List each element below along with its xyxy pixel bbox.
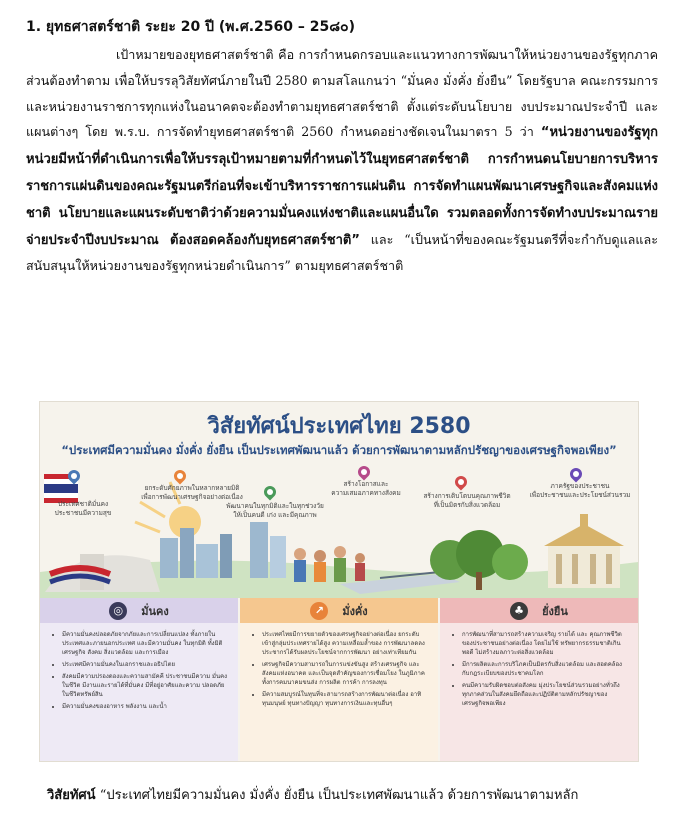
list-item: • มีการผลิตและการบริโภคเป็นมิตรกับสิ่งแวดล้อม และสอดคล้องกับกฎระเบียบของประชาคมโลก [462,660,628,678]
pillar-list [452,630,628,708]
caption-text: “ประเทศไทยมีความมั่นคง มั่งคั่ง ยั่งยืน เป็นประเทศพัฒนาแล้ว ด้วยการพัฒนาตามหลัก [95,788,579,803]
vision-infographic [39,401,639,762]
infographic-scene [40,462,638,598]
growth-chart-icon: ↗ [310,602,328,620]
scene-label-3: พัฒนาคนในทุกมิติและในทุกช่วงวัย ให้เป็นคนดี เก่ง และมีคุณภาพ [226,502,324,519]
scene-label-4: สร้างโอกาสและ ความเสมอภาคทางสังคม [331,480,401,497]
scene-label-1: ประเทศชาติมั่นคง ประชาชนมีความสุข [54,500,112,517]
list-item: • มีความมั่นคงของอาหาร พลังงาน และน้ำ [62,702,228,711]
pillar-title: ยั่งยืน [542,604,568,618]
body-paragraph [26,42,658,279]
pillar-security [40,598,238,761]
target-icon: ◎ [109,602,127,620]
section-heading: 1. ยุทธศาสตร์ชาติ ระยะ 20 ปี (พ.ศ.2560 – 25๘๐) [26,19,355,35]
scene-label-5: สร้างการเติบโตบนคุณภาพชีวิต ที่เป็นมิตรกับสิ่งแวดล้อม [423,492,511,509]
list-item: • ประเทศมีความมั่นคงในเอกราชและอธิปไตย [62,660,228,669]
vision-caption [47,784,578,805]
paragraph-tail: และ “เป็นหน้าที่ของคณะรัฐมนตรีที่จะกำกับดูแลและสนับสนุนให้หน่วยงานของรัฐทุกหน่วยดำเนินการ” ตามยุทธศาสตร์ชาติ [26,231,658,274]
list-item: • เศรษฐกิจมีความสามารถในการแข่งขันสูง สร้างเศรษฐกิจ และสังคมแห่งอนาคต และเป็นจุดสำคัญของการเชื่อมโยง ในภูมิภาคทั้งการคมนาคมขนส่ง การผลิต การค้า การลงทุน [262,660,428,687]
pillar-list [252,630,428,708]
scene-label-6: ภาครัฐของประชาชน เพื่อประชาชนและประโยชน์ส่วนรวม [529,482,631,499]
scene-label-2: ยกระดับศักยภาพในหลากหลายมิติ เพื่อการพัฒนาเศรษฐกิจอย่างต่อเนื่อง [141,484,243,501]
list-item: • มีความสมบูรณ์ในทุนที่จะสามารถสร้างการพัฒนาต่อเนื่อง อาทิ ทุนมนุษย์ ทุนทางปัญญา ทุนทางการเงินและทุนอื่นๆ [262,690,428,708]
paragraph-quote-bold: “หน่วยงานของรัฐทุกหน่วยมีหน้าที่ดำเนินการเพื่อให้บรรลุเป้าหมายตามที่กำหนดไว้ในยุทธศาสตร์ชาติ การกำหนดนโยบายการบริหารราชการแผ่นดินของคณะรัฐมนตรีก่อนที่จะเข้าบริหารราชการแผ่นดิน การจัดทำแผนพัฒนาเศรษฐกิจและสังคมแห่งชาติ นโยบายและแผนระดับชาติว่าด้วยความมั่นคงแห่งชาติและแผนอื่นใด รวมตลอดทั้งการจัดทำงบประมาณรายจ่ายประจำปีงบประมาณ ต้องสอดคล้องกับยุทธศาสตร์ชาติ” [26,125,658,248]
pillar-title: มั่นคง [141,604,169,618]
infographic-quote: “ประเทศมีความมั่นคง มั่งคั่ง ยั่งยืน เป็นประเทศพัฒนาแล้ว ด้วยการพัฒนาตามหลักปรัชญาของเศรษฐกิจพอเพียง” [61,443,617,457]
list-item: • สังคมมีความปรองดองและความสามัคคี ประชาชนมีความ มั่นคงในชีวิต มีงานและรายได้ที่มั่นคง มีที่อยู่อาศัยและความ ปลอดภัยในชีวิตทรัพย์สิน [62,672,228,699]
pillar-columns [40,598,638,761]
pillar-sustainability [440,598,638,761]
infographic-title: วิสัยทัศน์ประเทศไทย 2580 [207,414,471,439]
caption-label: วิสัยทัศน์ [47,788,96,803]
list-item: • การพัฒนาที่สามารถสร้างความเจริญ รายได้ และ คุณภาพชีวิตของประชาชนอย่างต่อเนื่อง โดยไม่ใช้ ทรัพยากรธรรมชาติเกินพอดี ไม่สร้างมลภาวะต่อสิ่งแวดล้อม [462,630,628,657]
pillar-prosperity [240,598,438,761]
pillar-title: มั่งคั่ง [342,604,368,618]
list-item: • มีความมั่นคงปลอดภัยจากภัยและการเปลี่ยนแปลง ทั้งภายในประเทศและภายนอกประเทศ และมีความมั่นคง ในทุกมิติ ทั้งมิติเศรษฐกิจ สังคม สิ่งแวดล้อม และการเมือง [62,630,228,657]
list-item: • ประเทศไทยมีการขยายตัวของเศรษฐกิจอย่างต่อเนื่อง ยกระดับเข้าสู่กลุ่มประเทศรายได้สูง ความเหลื่อมล้ำของ การพัฒนาลดลง ประชากรได้รับผลประโยชน์จากการพัฒนา อย่างเท่าเทียมกัน [262,630,428,657]
pillar-list [52,630,228,711]
paragraph-intro: เป้าหมายของยุทธศาสตร์ชาติ คือ การกำหนดกรอบและแนวทางการพัฒนาให้หน่วยงานของรัฐทุกภาคส่วนต้องทำตาม เพื่อให้บรรลุวิสัยทัศน์ภายในปี 2580 ตามสโลแกนว่า “มั่นคง มั่งคั่ง ยั่งยืน” โดยรัฐบาล คณะกรรมการ และหน่วยงานราชการทุกแห่งในอนาคตจะต้องทำตามยุทธศาสตร์ชาติ ตั้งแต่ระดับนโยบาย งบประมาณประจำปี และแผนต่างๆ โดย พ.ร.บ. การจัดทำยุทธศาสตร์ชาติ 2560 กำหนดอย่างชัดเจนในมาตรา 5 ว่า [26,47,658,140]
list-item: • คนมีความรับผิดชอบต่อสังคม มุ่งประโยชน์ส่วนรวมอย่างทั่วถึง ทุกภาคส่วนในสังคมยึดถือและปฏิบัติตามหลักปรัชญาของ เศรษฐกิจพอเพียง [462,681,628,708]
sprout-icon: ♣ [510,602,528,620]
